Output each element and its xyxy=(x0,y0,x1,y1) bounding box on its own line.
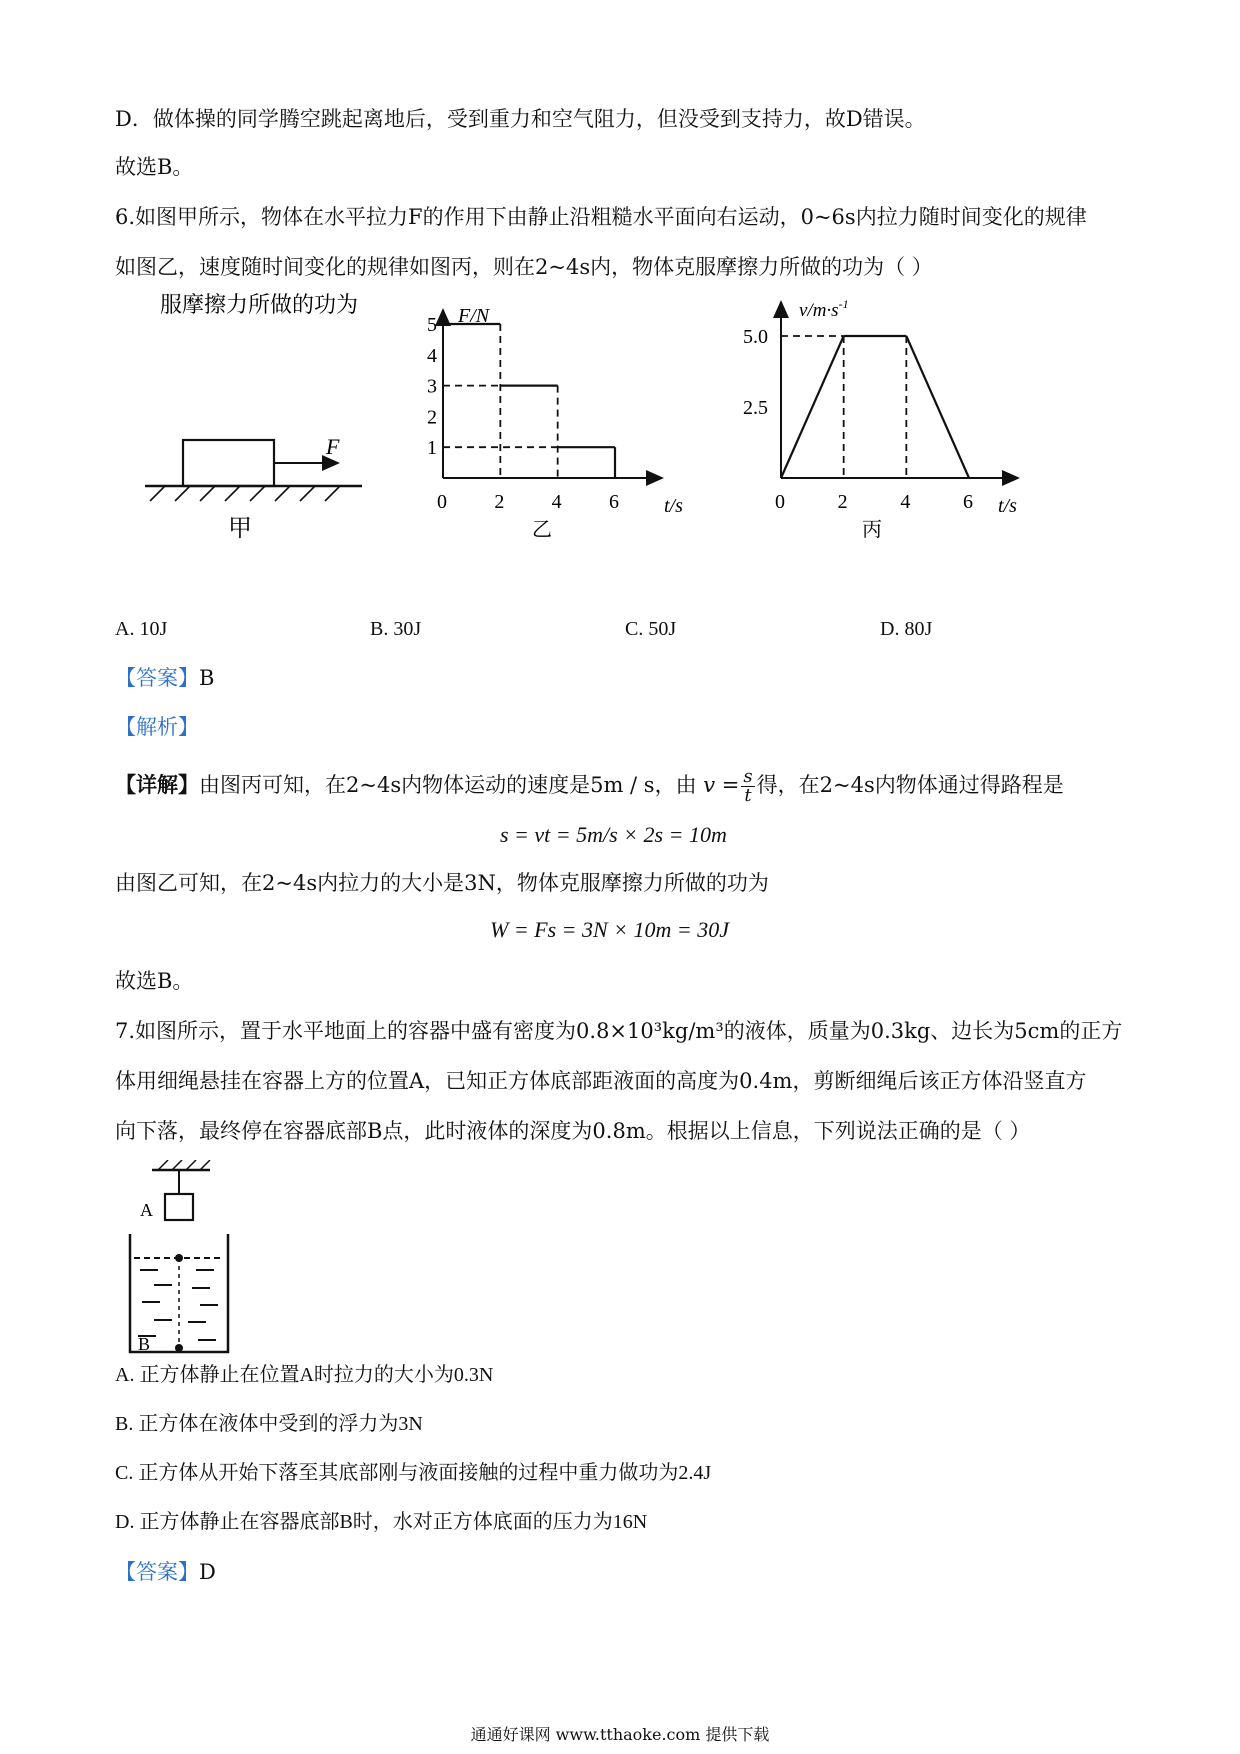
y-tick-label: 5.0 xyxy=(743,326,768,348)
y-axis-label: $v/m\cdot s^{-1}$ xyxy=(799,297,849,321)
figure-caption-bing: 丙 xyxy=(862,519,882,541)
question-7-line-2: 体用细绳悬挂在容器上方的位置A，已知正方体底部距液面的高度为0.4m，剪断细绳后该正方体沿竖直方 xyxy=(115,1069,1087,1093)
y-tick-label: 2 xyxy=(427,406,437,429)
page-footer: 通通好课网 www.tthaoke.com 提供下载 xyxy=(470,1725,770,1744)
q7-option-b: B. 正方体在液体中受到的浮力为3N xyxy=(115,1413,423,1435)
q7-option-d: D. 正方体静止在容器底部B时，水对正方体底面的压力为16N xyxy=(115,1511,648,1533)
liquid-marks xyxy=(138,1270,218,1340)
figure-6 xyxy=(0,290,1240,550)
x-tick-label: 6 xyxy=(963,491,973,513)
ceiling-hatch xyxy=(158,1160,210,1170)
answer-tag: 【答案】 xyxy=(115,1560,199,1584)
fraction-denominator: t xyxy=(744,785,752,806)
option-b: B. 30J xyxy=(370,618,422,640)
chart-force-time xyxy=(427,305,683,541)
question-6-line-1: 6.如图甲所示，物体在水平拉力F的作用下由静止沿粗糙水平面向右运动，0~6s内拉力随时间变化的规律 xyxy=(115,205,1087,229)
answer-value: D xyxy=(199,1560,216,1584)
detail-6-conclusion: 故选B。 xyxy=(115,969,194,993)
y-tick-label: 1 xyxy=(427,437,437,460)
y-tick-label: 3 xyxy=(427,375,437,398)
block xyxy=(183,440,274,486)
figure-caption-yi: 乙 xyxy=(532,519,552,541)
option-d: D. 80J xyxy=(880,618,933,640)
detail-6-line-3: 由图乙可知，在2~4s内拉力的大小是3N，物体克服摩擦力所做的功为 xyxy=(115,871,769,895)
figure-jia xyxy=(145,434,362,542)
x-tick-label: 2 xyxy=(837,491,848,513)
point-b xyxy=(175,1344,183,1352)
answer-value: B xyxy=(199,666,215,690)
y-axis-label: F/N xyxy=(458,305,490,327)
x-axis-label: t/s xyxy=(664,495,683,517)
x-axis-label: t/s xyxy=(998,495,1017,517)
detail-text: 得，在2~4s内物体通过得路程是 xyxy=(756,773,1064,797)
series-segment xyxy=(781,336,844,478)
q7-option-a: A. 正方体静止在位置A时拉力的大小为0.3N xyxy=(115,1364,494,1386)
point-surface xyxy=(175,1254,183,1262)
fraction-s-over-t xyxy=(741,768,754,805)
x-tick-label: 0 xyxy=(775,491,785,513)
x-tick-label: 0 xyxy=(437,491,447,513)
equation-distance: s = vt = 5m/s × 2s = 10m xyxy=(500,822,727,847)
x-tick-label: 4 xyxy=(551,491,562,513)
velocity-eq: v = xyxy=(703,773,740,797)
x-tick-label: 2 xyxy=(494,491,505,513)
equation-work: W = Fs = 3N × 10m = 30J xyxy=(490,917,730,942)
option-c: C. 50J xyxy=(625,618,677,640)
cube-at-a xyxy=(165,1194,193,1220)
analysis-6 xyxy=(115,712,199,742)
y-tick-label: 2.5 xyxy=(743,397,768,419)
analysis-tag: 【解析】 xyxy=(115,715,199,739)
label-a: A xyxy=(140,1200,153,1220)
detail-tag: 【详解】 xyxy=(115,772,199,797)
fraction-numerator: s xyxy=(743,766,753,787)
detail-text: 由图丙可知，在2~4s内物体运动的速度是5m / s，由 xyxy=(199,773,697,797)
answer-7 xyxy=(115,1557,216,1587)
question-7-line-3: 向下落，最终停在容器底部B点，此时液体的深度为0.8m。根据以上信息，下列说法正确的是（ ） xyxy=(115,1119,1031,1143)
chart-velocity-time xyxy=(743,297,1018,541)
label-b: B xyxy=(138,1334,151,1354)
option-a: A. 10J xyxy=(115,618,168,640)
x-tick-label: 4 xyxy=(900,491,911,513)
q7-option-c: C. 正方体从开始下落至其底部刚与液面接触的过程中重力做功为2.4J xyxy=(115,1462,712,1484)
answer-tag: 【答案】 xyxy=(115,666,199,690)
x-tick-label: 6 xyxy=(609,491,619,513)
figure-7-container xyxy=(110,1160,350,1360)
y-tick-label: 4 xyxy=(427,344,437,367)
ground-hatch xyxy=(150,486,340,501)
text-line: D．做体操的同学腾空跳起离地后，受到重力和空气阻力，但没受到支持力，故D错误。 xyxy=(115,107,926,131)
force-label: F xyxy=(326,434,340,459)
question-6-line-2: 如图乙，速度随时间变化的规律如图丙，则在2~4s内，物体克服摩擦力所做的功为（ ） xyxy=(115,255,933,279)
question-7-line-1: 7.如图所示，置于水平地面上的容器中盛有密度为0.8×10³kg/m³的液体，质量为0.3kg、边长为5cm的正方 xyxy=(115,1019,1123,1043)
answer-6 xyxy=(115,663,214,693)
figure-caption-fragment: 服摩擦力所做的功为 xyxy=(160,292,359,317)
series-segment xyxy=(906,336,969,478)
y-tick-label: 5 xyxy=(427,314,437,336)
figure-caption-jia: 甲 xyxy=(228,516,252,542)
text-line: 故选B。 xyxy=(115,155,194,179)
detail-6-line-1 xyxy=(115,768,1064,805)
